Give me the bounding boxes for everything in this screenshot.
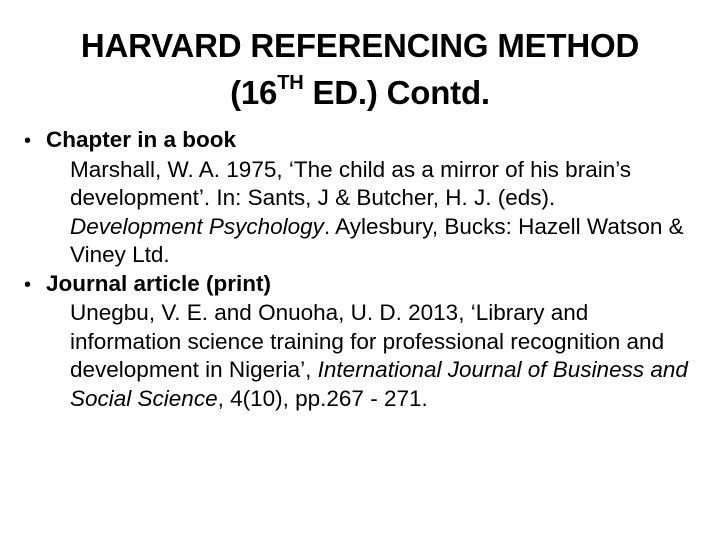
reference-italic-title: Development Psychology — [70, 213, 324, 239]
reference-text — [70, 156, 690, 270]
reference-text — [70, 299, 690, 413]
reference-part: Marshall, W. A. 1975, ‘The child as a mirror of his brain’s development’. In: Sants, J & Butcher, H. J. (eds). — [70, 156, 632, 210]
reference-italic-title: International Journal of Business and Social Science — [70, 357, 688, 411]
slide-title — [40, 22, 680, 116]
title-line-2 — [40, 69, 680, 116]
bullet-row — [24, 270, 684, 300]
bullet-icon: • — [24, 273, 32, 296]
bullet-item-chapter — [24, 126, 684, 270]
title-line-1: HARVARD REFERENCING METHOD — [80, 27, 640, 64]
reference-part: . Aylesbury, Bucks: Hazell Watson & Viney Ltd. — [70, 213, 684, 267]
reference-part: , 4(10), pp.267 - 271. — [217, 385, 428, 411]
title-line-2-prefix: (16 — [230, 74, 278, 111]
bullet-heading: Journal article (print) — [46, 270, 272, 296]
title-line-2-suffix: ED.) Contd. — [303, 74, 490, 111]
title-superscript: TH — [277, 72, 304, 94]
bullet-heading: Chapter in a book — [46, 127, 237, 152]
bullet-item-journal — [24, 270, 688, 414]
bullet-row — [24, 126, 684, 156]
bullet-icon: • — [24, 130, 32, 152]
reference-part: Unegbu, V. E. and Onuoha, U. D. 2013, ‘Library and information science training for professional recognition and development in Nigeria’, — [70, 300, 665, 382]
slide-content — [24, 126, 688, 413]
